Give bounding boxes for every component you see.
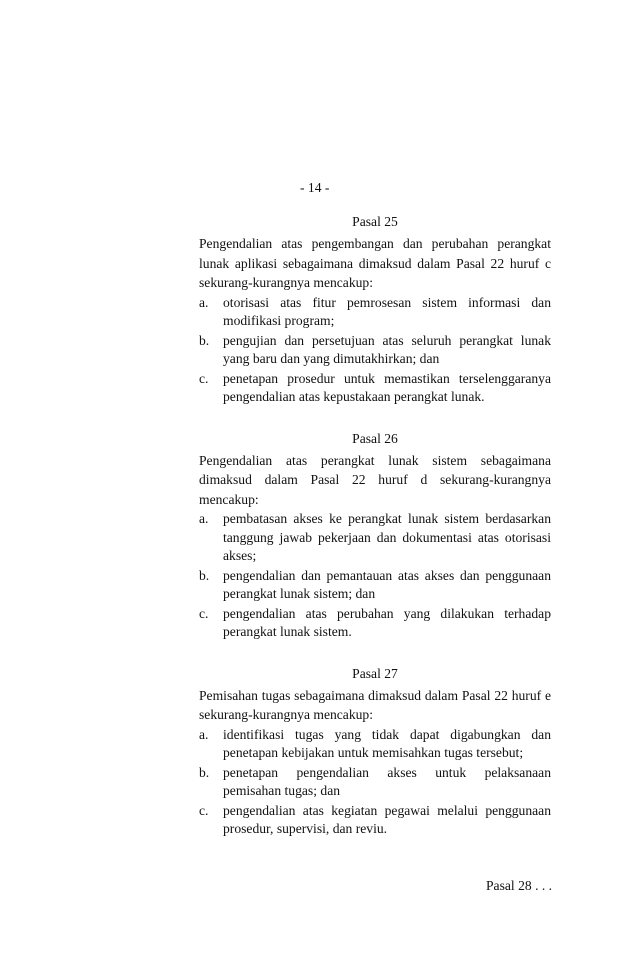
list-item bbox=[199, 726, 551, 763]
section-spacer bbox=[199, 642, 551, 664]
list-item bbox=[199, 294, 551, 331]
item-text: penetapan prosedur untuk memastikan terselenggaranya pengendalian atas kepustakaan perangkat lunak. bbox=[223, 370, 551, 404]
item-text: identifikasi tugas yang tidak dapat digabungkan dan penetapan kebijakan untuk memisahkan tugas tersebut; bbox=[223, 726, 551, 760]
item-marker: b. bbox=[199, 764, 210, 780]
list-item bbox=[199, 567, 551, 604]
item-text: pengendalian dan pemantauan atas akses dan penggunaan perangkat lunak sistem; dan bbox=[223, 567, 551, 601]
section-spacer bbox=[199, 407, 551, 429]
item-marker: c. bbox=[199, 605, 209, 621]
item-list bbox=[199, 726, 551, 839]
list-item bbox=[199, 764, 551, 801]
item-marker: c. bbox=[199, 802, 209, 818]
item-text: pengujian dan persetujuan atas seluruh perangkat lunak yang baru dan yang dimutakhirkan; dan bbox=[223, 332, 551, 366]
item-marker: a. bbox=[199, 511, 209, 526]
section-heading: Pasal 27 bbox=[352, 665, 398, 681]
item-text: pembatasan akses ke perangkat lunak sistem berdasarkan tanggung jawab pekerjaan dan dokumentasi atas otorisasi akses; bbox=[223, 511, 551, 563]
list-item bbox=[199, 370, 551, 407]
section-pasal-25 bbox=[199, 212, 551, 407]
list-item bbox=[199, 802, 551, 839]
item-marker: b. bbox=[199, 332, 210, 348]
item-list bbox=[199, 510, 551, 642]
section-intro: Pemisahan tugas sebagaimana dimaksud dalam Pasal 22 huruf e sekurang-kurangnya mencakup: bbox=[199, 687, 551, 722]
item-text: otorisasi atas fitur pemrosesan sistem informasi dan modifikasi program; bbox=[223, 294, 551, 328]
item-text: pengendalian atas kegiatan pegawai melalui penggunaan prosedur, supervisi, dan reviu. bbox=[223, 802, 551, 836]
document-body bbox=[199, 212, 551, 839]
section-intro: Pengendalian atas pengembangan dan perubahan perangkat lunak aplikasi sebagaimana dimaksud dalam Pasal 22 huruf c sekurang-kurangnya mencakup: bbox=[199, 236, 551, 290]
item-marker: a. bbox=[199, 726, 209, 742]
section-heading: Pasal 26 bbox=[352, 430, 398, 446]
list-item bbox=[199, 605, 551, 642]
item-list bbox=[199, 294, 551, 407]
section-intro: Pengendalian atas perangkat lunak sistem sebagaimana dimaksud dalam Pasal 22 huruf d sekurang-kurangnya mencakup: bbox=[199, 452, 551, 507]
item-text: penetapan pengendalian akses untuk pelaksanaan pemisahan tugas; dan bbox=[223, 764, 551, 798]
item-marker: b. bbox=[199, 567, 210, 583]
list-item bbox=[199, 332, 551, 369]
item-marker: c. bbox=[199, 370, 209, 386]
section-heading: Pasal 25 bbox=[352, 214, 398, 229]
item-text: pengendalian atas perubahan yang dilakukan terhadap perangkat lunak sistem. bbox=[223, 605, 551, 639]
next-page-reference: Pasal 28 . . . bbox=[486, 878, 553, 893]
section-pasal-27 bbox=[199, 664, 551, 839]
list-item bbox=[199, 510, 551, 566]
page-number: - 14 - bbox=[300, 180, 330, 195]
item-marker: a. bbox=[199, 294, 209, 310]
section-pasal-26 bbox=[199, 429, 551, 642]
